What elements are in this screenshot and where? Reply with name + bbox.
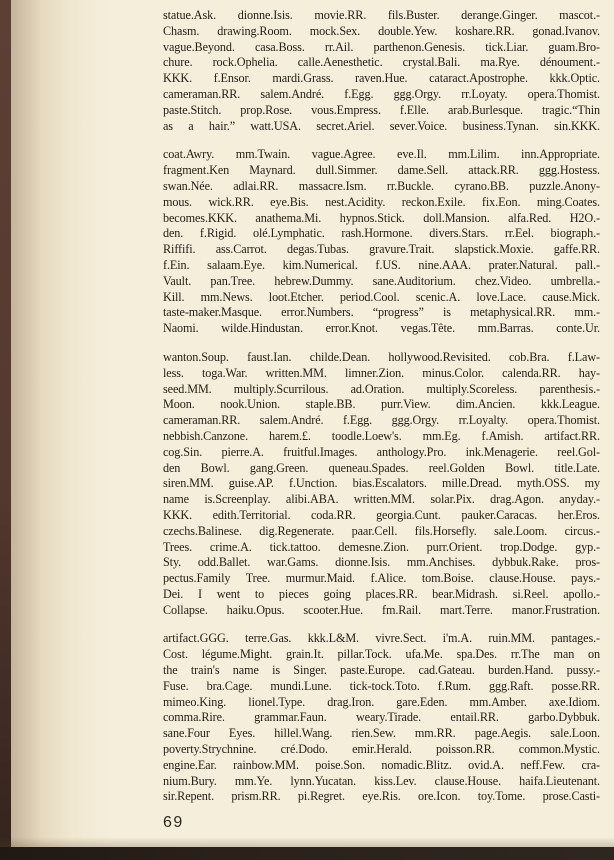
text-line: wanton.Soup. faust.Ian. childe.Dean. hollywood.Revisited. cob.Bra. f.Law-: [163, 349, 600, 364]
text-line: f.Ein. salaam.Eye. kim.Numerical. f.US. nine.AAA. prater.Natural. pall.-: [163, 257, 600, 272]
text-line: siren.MM. guise.AP. f.Unction. bias.Escalators. mille.Dread. myth.OSS. my: [163, 476, 600, 491]
text-line: den Bowl. gang.Green. queneau.Spades. reel.Golden Bowl. title.Late.: [163, 460, 600, 475]
text-line: cameraman.RR. salem.André. f.Egg. ggg.Orgy. rr.Loyalty. opera.Thomist.: [163, 413, 600, 428]
text-line: Dei. I went to pieces going places.RR. bear.Midrash. si.Reel. apollo.-: [163, 586, 600, 601]
text-line: taste-maker.Masque. error.Numbers. “progress” is metaphysical.RR. mm.-: [163, 305, 600, 320]
text-line: nebbish.Canzone. harem.£. toodle.Loew's. mm.Eg. f.Amish. artifact.RR.: [163, 428, 600, 443]
text-line: Cost. légume.Might. grain.It. pillar.Tock. ufa.Me. spa.Des. rr.The man on: [163, 647, 600, 662]
text-line: pectus.Family Tree. murmur.Maid. f.Alice. tom.Boise. clause.House. pays.-: [163, 571, 600, 586]
text-line: Moon. nook.Union. staple.BB. purr.View. dim.Ancien. kkk.League.: [163, 397, 600, 412]
text-line: the train's name is Singer. paste.Europe. cad.Gateau. burden.Hand. pussy.-: [163, 663, 600, 678]
text-line: statue.Ask. dionne.Isis. movie.RR. fils.Buster. derange.Ginger. mascot.-: [163, 8, 600, 22]
bottom-page-shadow: [0, 837, 614, 847]
text-line: name is.Screenplay. alibi.ABA. written.MM. solar.Pix. drag.Agon. anyday.-: [163, 492, 600, 507]
text-line: Chasm. drawing.Room. mock.Sex. double.Yew. koshare.RR. gonad.Ivanov.: [163, 23, 600, 38]
text-line: fragment.Ken Maynard. dull.Simmer. dame.Sell. attack.RR. ggg.Hostess.: [163, 163, 600, 178]
book-spine-edge: [0, 0, 11, 860]
gutter-shadow: [11, 0, 111, 860]
text-line: paste.Stitch. prop.Rose. vous.Empress. f.Elle. arab.Burlesque. tragic.“Thin: [163, 102, 600, 117]
text-line: becomes.KKK. anathema.Mi. hypnos.Stick. doll.Mansion. alfa.Red. H2O.-: [163, 210, 600, 225]
text-line: less. toga.War. written.MM. limner.Zion. minus.Color. calenda.RR. hay-: [163, 365, 600, 380]
text-line: chure. rock.Ophelia. calle.Aenesthetic. crystal.Bali. ma.Rye. dénoument.-: [163, 55, 600, 70]
text-line: artifact.GGG. terre.Gas. kkk.L&M. vivre.Sect. i'm.A. ruin.MM. pantages.-: [163, 631, 600, 646]
text-line: engine.Ear. rainbow.MM. poise.Son. nomadic.Blitz. ovid.A. neff.Few. cra-: [163, 757, 600, 772]
text-line: Sty. odd.Ballet. war.Gams. dionne.Isis. mm.Anchises. dybbuk.Rake. pros-: [163, 555, 600, 570]
text-line: mimeo.King. lionel.Type. drag.Iron. gare.Eden. mm.Amber. axe.Idiom.: [163, 694, 600, 709]
text-block: [163, 8, 600, 818]
text-line: mous. wick.RR. eye.Bis. nest.Acidity. reckon.Exile. fix.Eon. ming.Coates.: [163, 194, 600, 209]
text-line: cog.Sin. pierre.A. fruitful.Images. anthology.Pro. ink.Menagerie. reel.Gol-: [163, 444, 600, 459]
paragraph: [163, 350, 600, 619]
text-line: Fuse. bra.Cage. mundi.Lune. tick-tock.Toto. f.Rum. ggg.Raft. posse.RR.: [163, 678, 600, 693]
text-line: sir.Repent. prism.RR. pi.Regret. eye.Ris. ore.Icon. toy.Tome. prose.Casti-: [163, 789, 600, 804]
text-line: poverty.Strychnine. cré.Dodo. emir.Herald. poisson.RR. common.Mystic.: [163, 742, 600, 757]
text-line: nium.Bury. mm.Ye. lynn.Yucatan. kiss.Lev. clause.House. haifa.Lieutenant.: [163, 773, 600, 788]
text-line: KKK. f.Ensor. mardi.Grass. raven.Hue. cataract.Apostrophe. kkk.Optic.: [163, 71, 600, 86]
text-line: KKK. edith.Territorial. coda.RR. georgia.Cunt. pauker.Caracas. her.Eros.: [163, 507, 600, 522]
text-line: Collapse. haiku.Opus. scooter.Hue. fm.Rail. mart.Terre. manor.Frustration.: [163, 602, 600, 617]
text-line: den. f.Rigid. olé.Lymphatic. rash.Hormone. divers.Stars. rr.Eel. biograph.-: [163, 226, 600, 241]
text-line: Riffifi. ass.Carrot. degas.Tubas. gravure.Trait. slapstick.Moxie. gaffe.RR.: [163, 242, 600, 257]
text-line: sane.Four Eyes. hillel.Wang. rien.Sew. mm.RR. page.Aegis. sale.Loon.: [163, 726, 600, 741]
page-number: 69: [163, 814, 184, 831]
text-line: comma.Rire. grammar.Faun. weary.Tirade. entail.RR. garbo.Dybbuk.: [163, 710, 600, 725]
text-line: coat.Awry. mm.Twain. vague.Agree. eve.Il. mm.Lilim. inn.Appropriate.: [163, 147, 600, 162]
text-line: Vault. pan.Tree. hebrew.Dummy. sane.Auditorium. chez.Video. umbrella.-: [163, 273, 600, 288]
paragraph: [163, 147, 600, 337]
text-line: vague.Beyond. casa.Boss. rr.Ail. parthenon.Genesis. tick.Liar. guam.Bro-: [163, 39, 600, 54]
text-line: as a hair.” watt.USA. secret.Ariel. sever.Voice. business.Tynan. sin.KKK.: [163, 118, 600, 133]
text-line: seed.MM. multiply.Scurrilous. ad.Oration. multiply.Scoreless. parenthesis.-: [163, 381, 600, 396]
text-line: Trees. crime.A. tick.tattoo. demesne.Zion. purr.Orient. trop.Dodge. gyp.-: [163, 539, 600, 554]
bottom-scan-edge: [0, 847, 614, 860]
text-line: swan.Née. adlai.RR. massacre.Ism. rr.Buckle. cyrano.BB. puzzle.Anony-: [163, 178, 600, 193]
text-line: Kill. mm.News. loot.Etcher. period.Cool. scenic.A. love.Lace. cause.Mick.: [163, 289, 600, 304]
text-line: cameraman.RR. salem.André. f.Egg. ggg.Orgy. rr.Loyaty. opera.Thomist.: [163, 86, 600, 101]
text-line: Naomi. wilde.Hindustan. error.Knot. vegas.Tête. mm.Barras. conte.Ur.: [163, 321, 600, 336]
text-line: czechs.Balinese. dig.Regenerate. paar.Cell. fils.Horsefly. sale.Loom. circus.-: [163, 523, 600, 538]
paragraph: [163, 8, 600, 134]
paragraph: [163, 631, 600, 805]
